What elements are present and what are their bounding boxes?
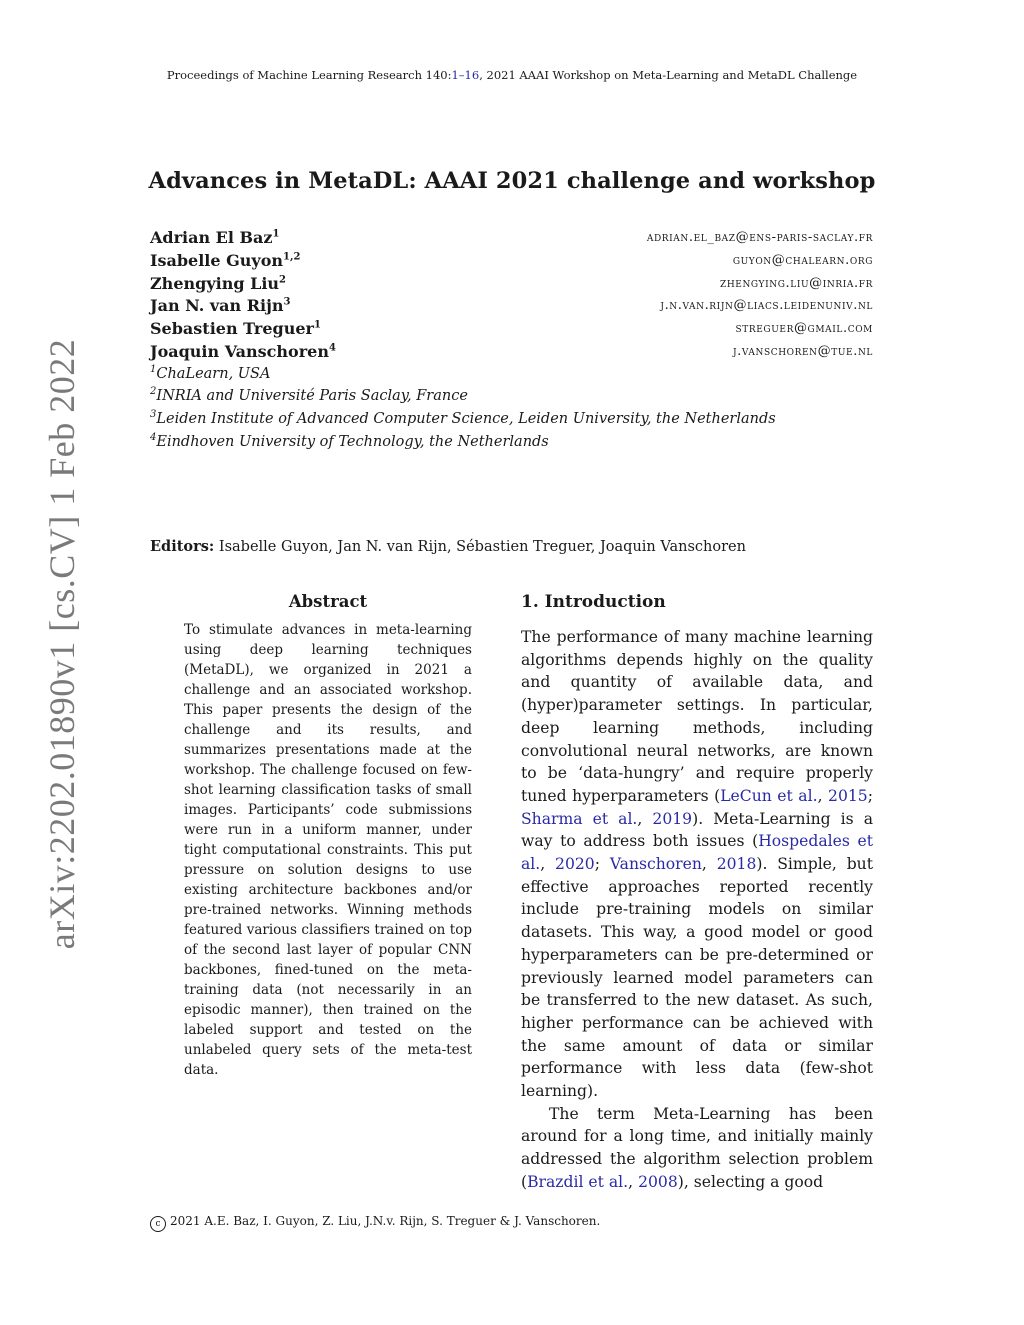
author-email[interactable]: streguer@gmail.com [735, 321, 873, 336]
affiliation: $^3$Leiden Institute of Advanced Computer Science, Leiden University, the Netherlands [150, 409, 776, 427]
citation-lecun-2015[interactable]: LeCun et al., 2015 [720, 786, 868, 805]
author-row [150, 319, 873, 341]
author-name: Isabelle Guyon$^{1,2}$ [150, 251, 301, 270]
arxiv-stamp: arXiv:2202.01890v1 [cs.CV] 1 Feb 2022 [42, 338, 82, 950]
editors-label: Editors: [150, 538, 215, 555]
paper-title: Advances in MetaDL: AAAI 2021 challenge and workshop [148, 168, 876, 194]
citation-brazdil-2008[interactable]: Brazdil et al., 2008 [527, 1172, 678, 1191]
copyright-icon: c [150, 1216, 166, 1232]
author-name: Sebastien Treguer$^1$ [150, 319, 321, 338]
section-heading-introduction: 1. Introduction [521, 592, 666, 612]
paragraph: The performance of many machine learning algorithms depends highly on the quality and quantity of available data, and (hyper)parameter settings. In particular, deep learning methods, including convolutional neural networks, are known to be ‘data-hungry’ and require properly tuned hyperparameters (LeCun et al., 2015; Sharma et al., 2019). Meta-Learning is a way to address both issues (Hospedales et al., 2020; Vanschoren, 2018). Simple, but effective approaches reported recently include pre-training models on similar datasets. This way, a good model or good hyperparameters can be pre-determined or previously learned model parameters can be transferred to the new dataset. As such, higher performance can be achieved with the same amount of data or similar performance with less data (few-shot learning). [521, 628, 873, 1101]
author-email[interactable]: j.n.van.rijn@liacs.leidenuniv.nl [660, 298, 873, 313]
author-email[interactable]: j.vanschoren@tue.nl [732, 344, 873, 359]
citation-vanschoren-2018[interactable]: Vanschoren, 2018 [609, 855, 757, 874]
author-email[interactable]: guyon@chalearn.org [732, 253, 873, 268]
copyright-text: 2021 A.E. Baz, I. Guyon, Z. Liu, J.N.v. Rijn, S. Treguer & J. Vanschoren. [170, 1214, 601, 1228]
editors-names: Isabelle Guyon, Jan N. van Rijn, Sébastien Treguer, Joaquin Vanschoren [218, 539, 746, 555]
author-name: Adrian El Baz$^1$ [150, 228, 280, 247]
author-email[interactable]: zhengying.liu@inria.fr [719, 276, 873, 291]
page-range-link[interactable]: 1–16 [451, 68, 480, 82]
abstract-text: To stimulate advances in meta-learning using deep learning techniques (MetaDL), we organized in 2021 a challenge and an associated workshop. This paper presents the design of the challenge and its results, and summarizes presentations made at the workshop. The challenge focused on few-shot learning classification tasks of small images. Participants’ code submissions were run in a uniform manner, under tight computational constraints. This put pressure on solution designs to use existing architecture backbones and/or pre-trained networks. Winning methods featured various classifiers trained on top of the second last layer of popular CNN backbones, fined-tuned on the meta-training data (not necessarily in an episodic manner), then trained on the labeled support and tested on the unlabeled query sets of the meta-test data. [184, 622, 472, 1078]
affiliation: $^1$ChaLearn, USA [150, 364, 271, 382]
running-header-suffix: , 2021 AAAI Workshop on Meta-Learning and MetaDL Challenge [479, 68, 858, 82]
copyright-line [150, 1214, 600, 1232]
affiliation: $^4$Eindhoven University of Technology, the Netherlands [150, 432, 549, 450]
author-row [150, 342, 873, 364]
author-email[interactable]: adrian.el_baz@ens-paris-saclay.fr [646, 230, 873, 245]
author-row [150, 296, 873, 318]
citation-sharma-2019[interactable]: Sharma et al., 2019 [521, 809, 693, 828]
citation-hospedales-2020[interactable]: Hospedales et al., 2020 [521, 832, 873, 874]
paragraph: The term Meta-Learning has been around for a long time, and initially mainly addressed the algorithm selection problem (Brazdil et al., 2008), selecting a good [521, 1104, 873, 1191]
author-name: Zhengying Liu$^2$ [150, 274, 287, 293]
author-name: Jan N. van Rijn$^3$ [150, 296, 291, 315]
affiliation: $^2$INRIA and Université Paris Saclay, France [150, 386, 468, 404]
author-row [150, 228, 873, 250]
author-row [150, 274, 873, 296]
author-row [150, 251, 873, 273]
running-header-prefix: Proceedings of Machine Learning Research 140: [166, 68, 452, 82]
editors-line [150, 538, 746, 555]
running-header [0, 68, 1024, 82]
abstract-heading: Abstract [288, 592, 368, 611]
introduction-body [521, 626, 873, 1194]
author-name: Joaquin Vanschoren$^4$ [150, 342, 336, 361]
